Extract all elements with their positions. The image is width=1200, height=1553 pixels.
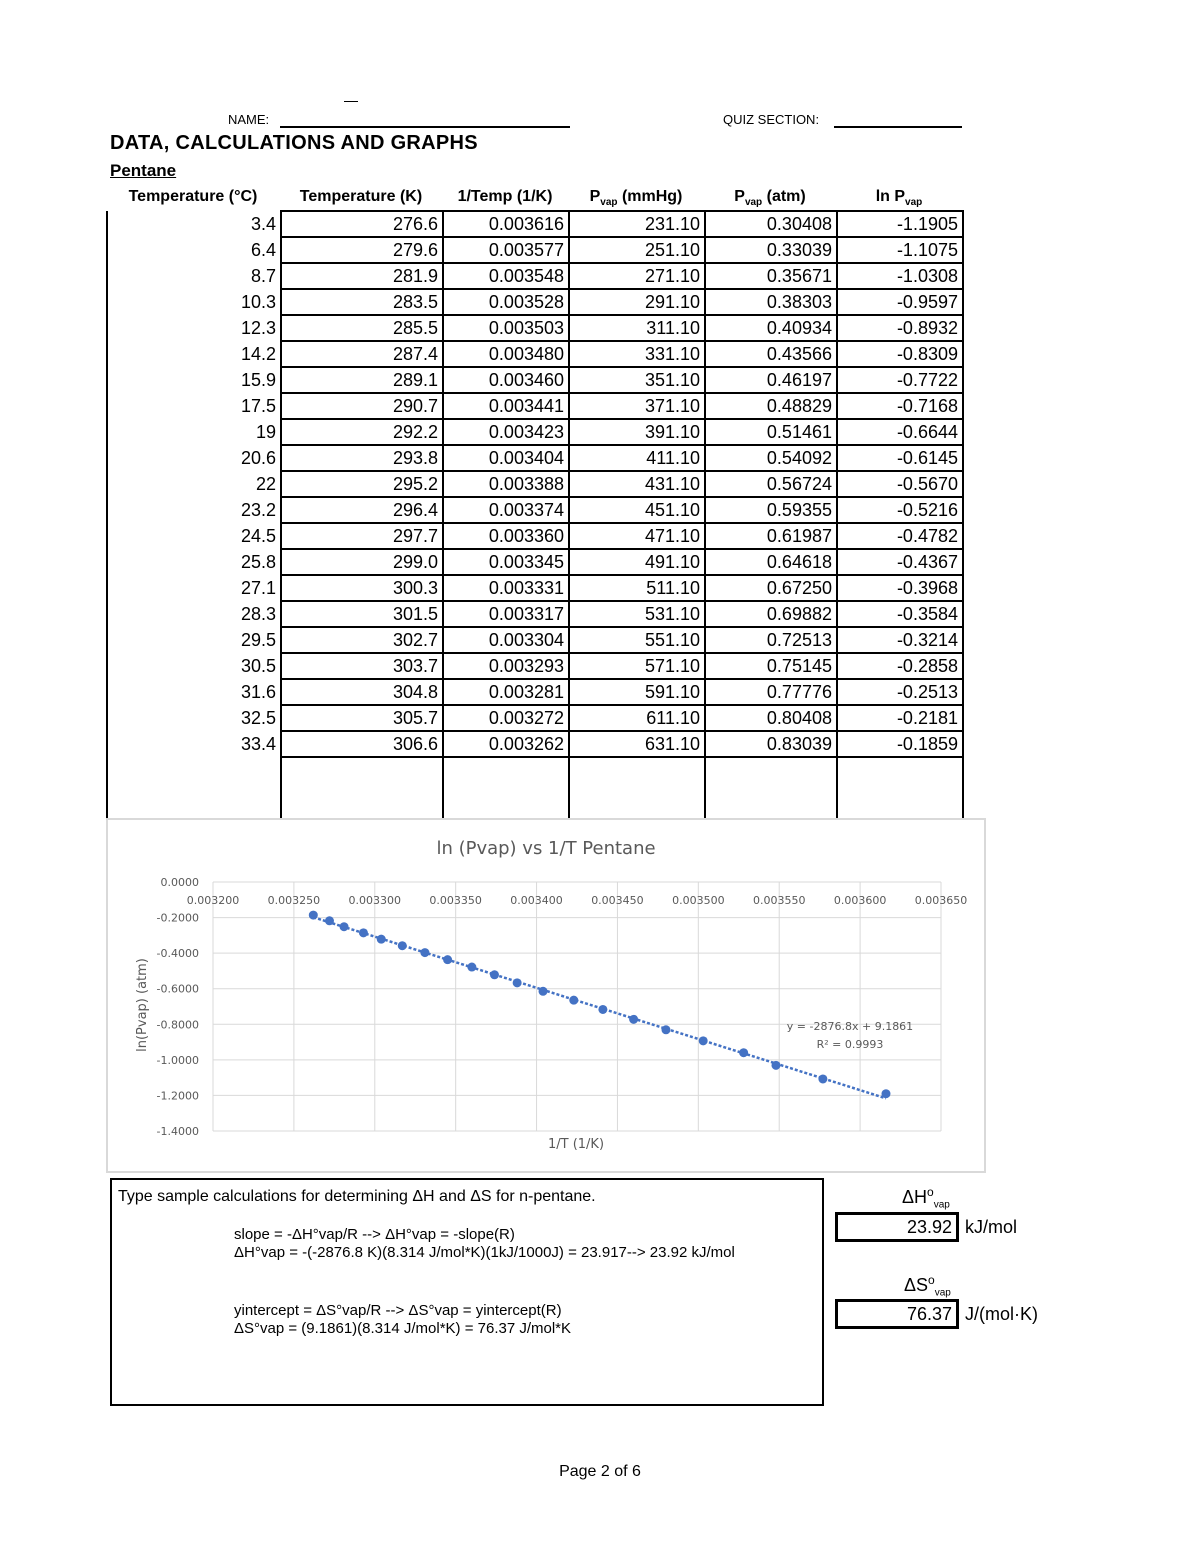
y-tick-label: -1.0000: [156, 1053, 199, 1067]
table-cell[interactable]: 306.6: [281, 731, 443, 757]
delta-s-unit: J/(mol·K): [965, 1304, 1038, 1324]
table-cell[interactable]: 371.10: [569, 393, 705, 419]
table-cell[interactable]: 0.38303: [705, 289, 837, 315]
table-cell[interactable]: 0.003331: [443, 575, 569, 601]
table-row: [107, 627, 963, 653]
table-cell[interactable]: 0.003293: [443, 653, 569, 679]
table-cell[interactable]: 351.10: [569, 367, 705, 393]
data-point: [661, 1025, 670, 1034]
table-cell[interactable]: 0.75145: [705, 653, 837, 679]
table-cell[interactable]: -1.1905: [837, 211, 963, 237]
calc-line-3: yintercept = ΔS°vap/R --> ΔS°vap = yintercept(R): [234, 1302, 562, 1319]
col-header-inv-t: 1/Temp (1/K): [457, 188, 553, 205]
table-row: [107, 315, 963, 341]
col-header-pvap-mmhg-main: P: [589, 188, 601, 205]
table-cell[interactable]: 271.10: [569, 263, 705, 289]
data-table: [106, 210, 964, 825]
y-tick-label: -0.4000: [156, 947, 199, 961]
table-cell[interactable]: 295.2: [281, 471, 443, 497]
table-cell[interactable]: 296.4: [281, 497, 443, 523]
table-cell[interactable]: -0.8932: [837, 315, 963, 341]
table-cell[interactable]: 6.4: [107, 237, 281, 263]
page-title: DATA, CALCULATIONS AND GRAPHS: [110, 132, 478, 154]
table-cell[interactable]: -0.5216: [837, 497, 963, 523]
table-cell[interactable]: 0.35671: [705, 263, 837, 289]
col-header-pvap-atm-unit: (atm): [762, 188, 806, 205]
table-row: [107, 341, 963, 367]
table-cell[interactable]: 591.10: [569, 679, 705, 705]
table-row: [107, 523, 963, 549]
data-point: [569, 996, 578, 1005]
table-cell[interactable]: -0.3584: [837, 601, 963, 627]
table-cell[interactable]: 281.9: [281, 263, 443, 289]
table-cell[interactable]: -0.3214: [837, 627, 963, 653]
data-point: [818, 1074, 827, 1083]
table-cell[interactable]: 12.3: [107, 315, 281, 341]
table-cell[interactable]: 0.003503: [443, 315, 569, 341]
table-row: [107, 575, 963, 601]
table-cell[interactable]: 0.003262: [443, 731, 569, 757]
table-cell[interactable]: 231.10: [569, 211, 705, 237]
y-tick-label: 0.0000: [160, 876, 199, 889]
table-cell[interactable]: 0.003388: [443, 471, 569, 497]
chart-svg: [108, 820, 984, 1171]
table-cell[interactable]: 0.003374: [443, 497, 569, 523]
table-cell[interactable]: -0.2858: [837, 653, 963, 679]
data-point: [699, 1036, 708, 1045]
table-cell[interactable]: -0.3968: [837, 575, 963, 601]
delta-h-sub: vap: [933, 1199, 950, 1211]
data-point: [359, 928, 368, 937]
data-point: [398, 941, 407, 950]
table-cell[interactable]: -0.1859: [837, 731, 963, 757]
table-cell[interactable]: -0.2513: [837, 679, 963, 705]
delta-s-value[interactable]: 76.37: [835, 1299, 959, 1329]
table-cell[interactable]: 331.10: [569, 341, 705, 367]
table-cell[interactable]: 0.77776: [705, 679, 837, 705]
table-cell[interactable]: 304.8: [281, 679, 443, 705]
data-point: [467, 963, 476, 972]
calc-intro: Type sample calculations for determining ΔH and ΔS for n-pentane.: [118, 1188, 596, 1205]
table-row-empty: [107, 757, 963, 824]
table-cell[interactable]: 300.3: [281, 575, 443, 601]
calc-line-2: ΔH°vap = -(-2876.8 K)(8.314 J/mol*K)(1kJ/1000J) = 23.917--> 23.92 kJ/mol: [234, 1244, 735, 1261]
table-cell[interactable]: 431.10: [569, 471, 705, 497]
table-row: [107, 393, 963, 419]
table-cell[interactable]: 31.6: [107, 679, 281, 705]
table-cell[interactable]: 0.003281: [443, 679, 569, 705]
table-cell[interactable]: 0.003345: [443, 549, 569, 575]
table-row: [107, 601, 963, 627]
table-cell-empty[interactable]: [837, 757, 963, 824]
table-cell[interactable]: 0.30408: [705, 211, 837, 237]
table-cell[interactable]: 292.2: [281, 419, 443, 445]
table-cell[interactable]: 285.5: [281, 315, 443, 341]
data-point: [377, 935, 386, 944]
data-point: [443, 955, 452, 964]
col-header-ln-main: ln P: [875, 188, 906, 205]
delta-h-sup: o: [927, 1185, 934, 1199]
table-cell[interactable]: -0.6644: [837, 419, 963, 445]
delta-s-sub: vap: [934, 1287, 951, 1299]
chart-x-axis-label: 1/T (1/K): [547, 1137, 605, 1152]
data-point: [598, 1005, 607, 1014]
calc-line-4: ΔS°vap = (9.1861)(8.314 J/mol*K) = 76.37 J/mol*K: [234, 1320, 572, 1337]
col-header-ln-pvap: [836, 188, 962, 208]
table-cell[interactable]: 14.2: [107, 341, 281, 367]
table-cell-empty[interactable]: [569, 757, 705, 824]
y-tick-label: -0.8000: [156, 1018, 199, 1032]
table-cell[interactable]: 0.33039: [705, 237, 837, 263]
table-cell[interactable]: 0.56724: [705, 471, 837, 497]
chart-container: [106, 818, 986, 1173]
table-cell[interactable]: 17.5: [107, 393, 281, 419]
page-number: Page 2 of 6: [559, 1463, 641, 1480]
y-tick-label: -0.2000: [156, 911, 199, 925]
table-cell[interactable]: 0.83039: [705, 731, 837, 757]
table-cell-empty[interactable]: [443, 757, 569, 824]
table-cell[interactable]: -0.8309: [837, 341, 963, 367]
delta-s-label: [904, 1273, 951, 1299]
table-cell[interactable]: 27.1: [107, 575, 281, 601]
table-cell[interactable]: 0.80408: [705, 705, 837, 731]
table-cell[interactable]: 571.10: [569, 653, 705, 679]
table-cell[interactable]: 29.5: [107, 627, 281, 653]
delta-h-unit: kJ/mol: [965, 1217, 1018, 1237]
table-cell[interactable]: 289.1: [281, 367, 443, 393]
delta-h-main: ΔH: [902, 1187, 928, 1207]
table-cell[interactable]: 311.10: [569, 315, 705, 341]
table-row: [107, 445, 963, 471]
table-cell-empty[interactable]: [107, 757, 281, 824]
table-cell[interactable]: 19: [107, 419, 281, 445]
table-cell-empty[interactable]: [705, 757, 837, 824]
table-cell[interactable]: 276.6: [281, 211, 443, 237]
table-cell[interactable]: 299.0: [281, 549, 443, 575]
table-cell[interactable]: -1.1075: [837, 237, 963, 263]
data-point: [881, 1089, 890, 1098]
table-cell[interactable]: 301.5: [281, 601, 443, 627]
data-point: [309, 911, 318, 920]
name-field[interactable]: [280, 112, 570, 128]
table-cell[interactable]: 0.51461: [705, 419, 837, 445]
table-cell[interactable]: 20.6: [107, 445, 281, 471]
y-tick-label: -0.6000: [156, 982, 199, 996]
table-cell[interactable]: 0.003616: [443, 211, 569, 237]
col-header-pvap-mmhg: [568, 188, 704, 208]
table-cell[interactable]: -0.7168: [837, 393, 963, 419]
table-cell[interactable]: 0.69882: [705, 601, 837, 627]
sample-calculations-box[interactable]: [110, 1178, 824, 1406]
table-cell[interactable]: 0.43566: [705, 341, 837, 367]
table-cell[interactable]: 303.7: [281, 653, 443, 679]
table-cell[interactable]: 0.003528: [443, 289, 569, 315]
table-cell[interactable]: 0.003577: [443, 237, 569, 263]
trendline-r2: R² = 0.9993: [816, 1038, 884, 1051]
col-header-temp-k: Temperature (K): [299, 188, 423, 205]
table-cell[interactable]: 251.10: [569, 237, 705, 263]
calc-line-1: slope = -ΔH°vap/R --> ΔH°vap = -slope(R): [234, 1226, 515, 1243]
quiz-section-label: QUIZ SECTION:: [723, 112, 820, 127]
table-cell[interactable]: 471.10: [569, 523, 705, 549]
table-cell[interactable]: 302.7: [281, 627, 443, 653]
table-cell[interactable]: 0.003317: [443, 601, 569, 627]
table-row: [107, 471, 963, 497]
delta-s-sup: o: [928, 1273, 935, 1287]
table-cell[interactable]: 3.4: [107, 211, 281, 237]
table-row: [107, 367, 963, 393]
x-tick-label: 0.003250: [267, 894, 321, 907]
table-cell[interactable]: 25.8: [107, 549, 281, 575]
table-cell[interactable]: 33.4: [107, 731, 281, 757]
table-row: [107, 705, 963, 731]
table-cell[interactable]: 0.59355: [705, 497, 837, 523]
table-cell[interactable]: 0.003404: [443, 445, 569, 471]
table-cell[interactable]: 0.003360: [443, 523, 569, 549]
table-cell[interactable]: 32.5: [107, 705, 281, 731]
table-cell[interactable]: 411.10: [569, 445, 705, 471]
table-cell[interactable]: -0.4782: [837, 523, 963, 549]
table-cell[interactable]: -1.0308: [837, 263, 963, 289]
x-tick-label: 0.003600: [833, 894, 887, 907]
table-cell[interactable]: 291.10: [569, 289, 705, 315]
data-point: [629, 1015, 638, 1024]
x-tick-label: 0.003650: [914, 894, 968, 907]
data-point: [539, 987, 548, 996]
chart-y-axis-label: ln(Pvap) (atm): [135, 958, 150, 1052]
x-tick-label: 0.003300: [348, 894, 402, 907]
table-cell[interactable]: 0.40934: [705, 315, 837, 341]
table-cell[interactable]: 0.67250: [705, 575, 837, 601]
data-point: [420, 948, 429, 957]
chart-title: ln (Pvap) vs 1/T Pentane: [436, 838, 656, 859]
table-row: [107, 653, 963, 679]
table-cell[interactable]: -0.4367: [837, 549, 963, 575]
table-cell[interactable]: 611.10: [569, 705, 705, 731]
col-header-pvap-atm-sub: vap: [744, 197, 763, 209]
table-row: [107, 679, 963, 705]
name-label: NAME:: [228, 112, 270, 127]
table-cell-empty[interactable]: [281, 757, 443, 824]
table-row: [107, 549, 963, 575]
data-point: [325, 916, 334, 925]
table-row: [107, 289, 963, 315]
col-header-ln-sub: vap: [905, 197, 923, 209]
table-cell[interactable]: 279.6: [281, 237, 443, 263]
table-cell[interactable]: 0.72513: [705, 627, 837, 653]
table-cell[interactable]: 30.5: [107, 653, 281, 679]
table-cell[interactable]: 0.46197: [705, 367, 837, 393]
table-cell[interactable]: 391.10: [569, 419, 705, 445]
trendline-equation: y = -2876.8x + 9.1861: [786, 1020, 914, 1033]
delta-h-label: [902, 1185, 950, 1211]
quiz-section-field[interactable]: [834, 112, 962, 128]
x-tick-label: 0.003550: [752, 894, 806, 907]
data-point: [340, 922, 349, 931]
table-row: [107, 263, 963, 289]
table-cell[interactable]: 0.64618: [705, 549, 837, 575]
delta-h-value[interactable]: 23.92: [835, 1212, 959, 1242]
table-cell[interactable]: 297.7: [281, 523, 443, 549]
table-cell[interactable]: 511.10: [569, 575, 705, 601]
y-tick-label: -1.4000: [156, 1125, 199, 1138]
table-cell[interactable]: 22: [107, 471, 281, 497]
table-cell[interactable]: 531.10: [569, 601, 705, 627]
x-tick-label: 0.003450: [591, 894, 644, 907]
table-cell[interactable]: 0.54092: [705, 445, 837, 471]
table-cell[interactable]: 0.003548: [443, 263, 569, 289]
table-cell[interactable]: 293.8: [281, 445, 443, 471]
data-point: [771, 1061, 780, 1070]
name-mark: [344, 101, 358, 102]
data-point: [739, 1048, 748, 1057]
table-row: [107, 497, 963, 523]
table-cell[interactable]: -0.9597: [837, 289, 963, 315]
table-cell[interactable]: 15.9: [107, 367, 281, 393]
table-cell[interactable]: 283.5: [281, 289, 443, 315]
table-cell[interactable]: 24.5: [107, 523, 281, 549]
table-cell[interactable]: 0.003423: [443, 419, 569, 445]
table-cell[interactable]: 0.48829: [705, 393, 837, 419]
data-point: [490, 970, 499, 979]
table-cell[interactable]: -0.6145: [837, 445, 963, 471]
table-cell[interactable]: 0.003304: [443, 627, 569, 653]
table-cell[interactable]: 551.10: [569, 627, 705, 653]
col-header-pvap-atm-main: P: [734, 188, 745, 205]
table-cell[interactable]: 305.7: [281, 705, 443, 731]
delta-s-main: ΔS: [904, 1275, 929, 1295]
y-tick-label: -1.2000: [156, 1089, 199, 1103]
table-row: [107, 731, 963, 757]
x-tick-label: 0.003350: [429, 894, 482, 907]
table-row: [107, 211, 963, 237]
col-header-pvap-atm: [704, 188, 836, 208]
table-cell[interactable]: 491.10: [569, 549, 705, 575]
table-row: [107, 419, 963, 445]
table-cell[interactable]: -0.2181: [837, 705, 963, 731]
x-tick-label: 0.003200: [186, 894, 240, 907]
table-cell[interactable]: 0.003460: [443, 367, 569, 393]
col-header-pvap-mmhg-unit: (mmHg): [617, 188, 683, 205]
x-tick-label: 0.003500: [672, 894, 725, 907]
table-cell[interactable]: 28.3: [107, 601, 281, 627]
table-cell[interactable]: 23.2: [107, 497, 281, 523]
x-tick-label: 0.003400: [510, 894, 563, 907]
table-row: [107, 237, 963, 263]
table-cell[interactable]: 0.003441: [443, 393, 569, 419]
table-cell[interactable]: 451.10: [569, 497, 705, 523]
table-cell[interactable]: 8.7: [107, 263, 281, 289]
table-cell[interactable]: 0.61987: [705, 523, 837, 549]
data-point: [513, 978, 522, 987]
table-cell[interactable]: 0.003272: [443, 705, 569, 731]
table-cell[interactable]: -0.5670: [837, 471, 963, 497]
table-cell[interactable]: -0.7722: [837, 367, 963, 393]
table-cell[interactable]: 0.003480: [443, 341, 569, 367]
col-header-temp-c: Temperature (°C): [128, 188, 258, 205]
col-header-pvap-mmhg-sub: vap: [600, 197, 618, 209]
table-cell[interactable]: 631.10: [569, 731, 705, 757]
compound-subtitle: Pentane: [110, 161, 177, 180]
table-cell[interactable]: 287.4: [281, 341, 443, 367]
table-cell[interactable]: 10.3: [107, 289, 281, 315]
table-cell[interactable]: 290.7: [281, 393, 443, 419]
